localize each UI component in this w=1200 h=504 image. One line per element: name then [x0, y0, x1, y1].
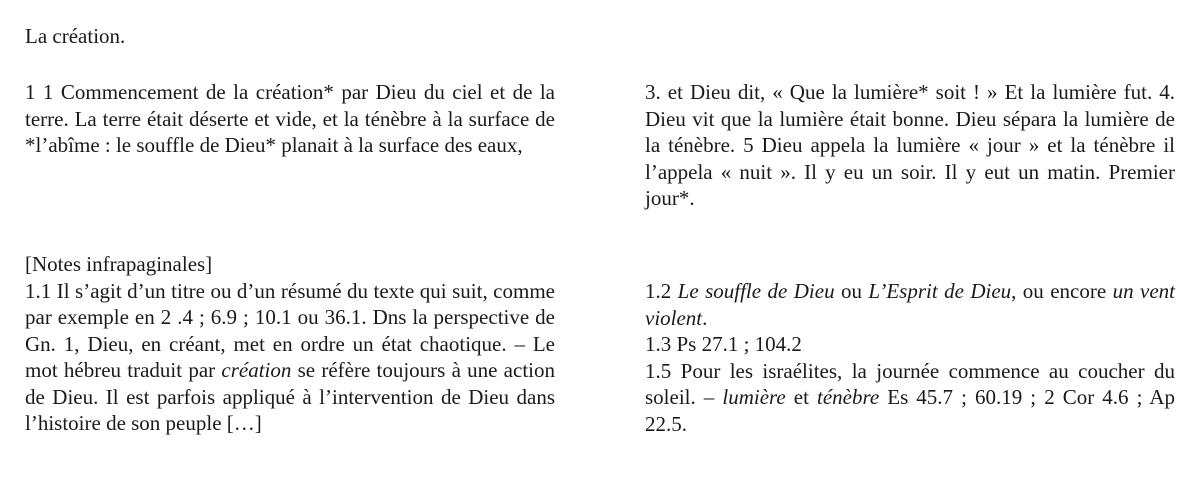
footnote-1-2: [645, 278, 1175, 331]
verse-paragraph-left: 1 1 Commencement de la création* par Dieu du ciel et de la terre. La terre était déserte et vide, et la ténèbre à la surface de *l’abîme : le souffle de Dieu* planait à la surface des eaux,: [25, 80, 555, 157]
footnote-1-3: 1.3 Ps 27.1 ; 104.2: [645, 332, 802, 356]
footnote-1-2-ref: 1.2: [645, 279, 678, 303]
footnote-1-5: [645, 358, 1175, 438]
footnote-1-5-text: 1.5 Pour les israélites, la journée commence au coucher du soleil. –: [645, 358, 1175, 409]
footnote-1-1-text: 1.1 Il s’agit d’un titre ou d’un résumé du texte qui suit, comme par exemple en 2 .4 ; 6.9 ; 10.1 ou 36.1. Dns la perspective de Gn. 1, Dieu, en créant, met en ordre un état chaotique. – Le mot hébreu traduit par: [25, 278, 555, 382]
footnote-1-5-italic-1: lumière: [722, 385, 786, 409]
footnote-1-5-italic-2: ténèbre: [817, 385, 880, 409]
footnotes-heading: [Notes infrapaginales]: [25, 252, 213, 276]
footnote-1-2-mid-2: , ou encore: [1011, 279, 1113, 303]
footnote-1-2-mid-1: ou: [834, 279, 869, 303]
verse-paragraph-right: 3. et Dieu dit, « Que la lumière* soit ! » Et la lumière fut. 4. Dieu vit que la lumière était bonne. Dieu sépara la lumière de la ténèbre. 5 Dieu appela la lumière « jour » et la ténèbre il l’appela « nuit ». Il y eu un soir. Il y eut un matin. Premier jour*.: [645, 80, 1175, 210]
footnote-1-2-italic-3: un vent violent: [645, 279, 1176, 330]
footnote-1-5-text-end: Es 45.7 ; 60.19 ; 2 Cor 4.6 ; Ap 22.5.: [645, 385, 1175, 436]
footnote-1-1-italic: création: [221, 358, 292, 382]
footnote-1-5-mid: et: [785, 385, 817, 409]
footnote-1-2-italic-2: L’Esprit de Dieu: [868, 279, 1012, 303]
footnotes-left: [25, 251, 555, 437]
footnotes-right: [645, 278, 1175, 437]
footnote-1-2-italic-1: Le souffle de Dieu: [677, 279, 835, 303]
footnote-1-1-text-end: se réfère toujours à une action de Dieu. Il est parfois appliqué à l’intervention de Dieu dans l’histoire de son peuple […]: [25, 358, 555, 435]
footnote-1-1: [25, 278, 555, 437]
document-title: La création.: [25, 24, 126, 48]
footnote-1-2-end: .: [702, 305, 708, 330]
